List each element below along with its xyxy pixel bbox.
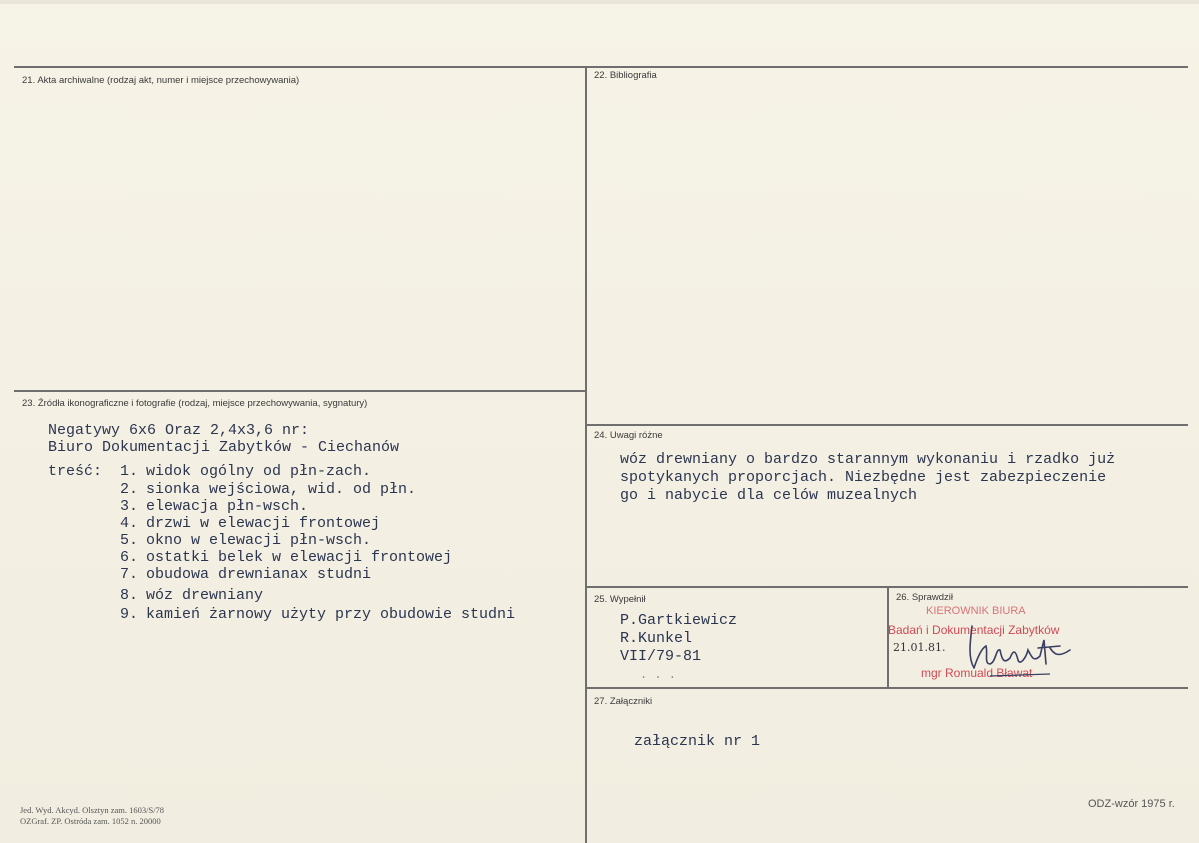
photo-list-item-number: 1. bbox=[119, 463, 138, 480]
photo-list-item-text: wóz drewniany bbox=[146, 587, 264, 604]
remarks-line-3: go i nabycie dla celów muzealnych bbox=[620, 487, 918, 504]
rule-25-26 bbox=[887, 586, 889, 688]
tresc-label: treść: bbox=[48, 463, 103, 480]
photo-list-item-number: 9. bbox=[119, 606, 138, 623]
photo-list-item-number: 5. bbox=[119, 532, 138, 549]
photo-list-item bbox=[110, 499, 308, 515]
photo-list-item-text: drzwi w elewacji frontowej bbox=[146, 515, 381, 532]
photo-list-item-number: 6. bbox=[119, 549, 138, 566]
photo-list-item bbox=[110, 516, 380, 532]
photo-list-item-text: elewacja płn-wsch. bbox=[146, 498, 309, 515]
rule-top bbox=[14, 66, 1188, 68]
section-23-label: 23. Źródła ikonograficzne i fotografie (rodzaj, miejsce przechowywania, sygnatury) bbox=[22, 398, 368, 409]
photo-list-item-text: obudowa drewnianax studni bbox=[146, 566, 372, 583]
filled-by-line-1: P.Gartkiewicz bbox=[620, 612, 738, 629]
section-27-label: 27. Załączniki bbox=[594, 696, 653, 707]
section-22-label: 22. Bibliografia bbox=[594, 70, 657, 81]
photo-list-item bbox=[110, 464, 371, 480]
filled-by-line-2: R.Kunkel bbox=[620, 630, 693, 647]
stamp-line-3: mgr Romuald Bławat bbox=[921, 666, 1033, 680]
attachment-text: załącznik nr 1 bbox=[634, 733, 761, 750]
photo-list-item-number: 8. bbox=[119, 587, 138, 604]
remarks-line-1: wóz drewniany o bardzo starannym wykonaniu i rzadko już bbox=[620, 451, 1116, 468]
photo-list-item-text: sionka wejściowa, wid. od płn. bbox=[146, 481, 417, 498]
remarks-line-2: spotykanych proporcjach. Niezbędne jest zabezpieczenie bbox=[620, 469, 1107, 486]
rule-center bbox=[585, 66, 587, 843]
signature bbox=[960, 618, 1080, 678]
photo-list-item-text: ostatki belek w elewacji frontowej bbox=[146, 549, 453, 566]
rule-21-23 bbox=[14, 390, 586, 392]
photo-list-item bbox=[110, 482, 416, 498]
bureau-line: Biuro Dokumentacji Zabytków - Ciechanów bbox=[48, 439, 400, 456]
stamp-line-2: Badań i Dokumentacji Zabytków bbox=[888, 623, 1060, 637]
photo-list-item-number: 3. bbox=[119, 498, 138, 515]
rule-25-27 bbox=[585, 687, 1188, 689]
rule-22-24 bbox=[585, 424, 1188, 426]
footer-line-1: Jed. Wyd. Akcyd. Olsztyn zam. 1603/S/78 bbox=[20, 805, 165, 815]
photo-list-item bbox=[110, 550, 452, 566]
photo-list-item bbox=[110, 607, 515, 623]
negatives-line: Negatywy 6x6 Oraz 2,4x3,6 nr: bbox=[48, 422, 310, 439]
footer-line-2: OZGraf. ZP. Ostróda zam. 1052 n. 20000 bbox=[20, 816, 161, 826]
photo-list-item-text: kamień żarnowy użyty przy obudowie studni bbox=[146, 606, 516, 623]
stamp-line-1: KIEROWNIK BIURA bbox=[926, 605, 1026, 617]
photo-list-item-number: 4. bbox=[119, 515, 138, 532]
section-26-label: 26. Sprawdził bbox=[896, 592, 954, 603]
photo-list-item bbox=[110, 533, 371, 549]
dots: . . . bbox=[640, 668, 677, 682]
form-code: ODZ-wzór 1975 r. bbox=[1088, 798, 1175, 810]
filled-by-line-3: VII/79-81 bbox=[620, 648, 702, 665]
check-date: 21.01.81. bbox=[893, 641, 946, 654]
photo-list-item-text: okno w elewacji płn-wsch. bbox=[146, 532, 372, 549]
section-25-label: 25. Wypełnił bbox=[594, 594, 646, 605]
photo-list-item-number: 7. bbox=[119, 566, 138, 583]
photo-list-item-text: widok ogólny od płn-zach. bbox=[146, 463, 372, 480]
section-24-label: 24. Uwagi różne bbox=[594, 430, 663, 441]
photo-list-item bbox=[110, 567, 371, 583]
photo-list-item bbox=[110, 588, 263, 604]
photo-list-item-number: 2. bbox=[119, 481, 138, 498]
paper-edge bbox=[0, 0, 1199, 4]
section-21-label: 21. Akta archiwalne (rodzaj akt, numer i miejsce przechowywania) bbox=[22, 75, 300, 86]
